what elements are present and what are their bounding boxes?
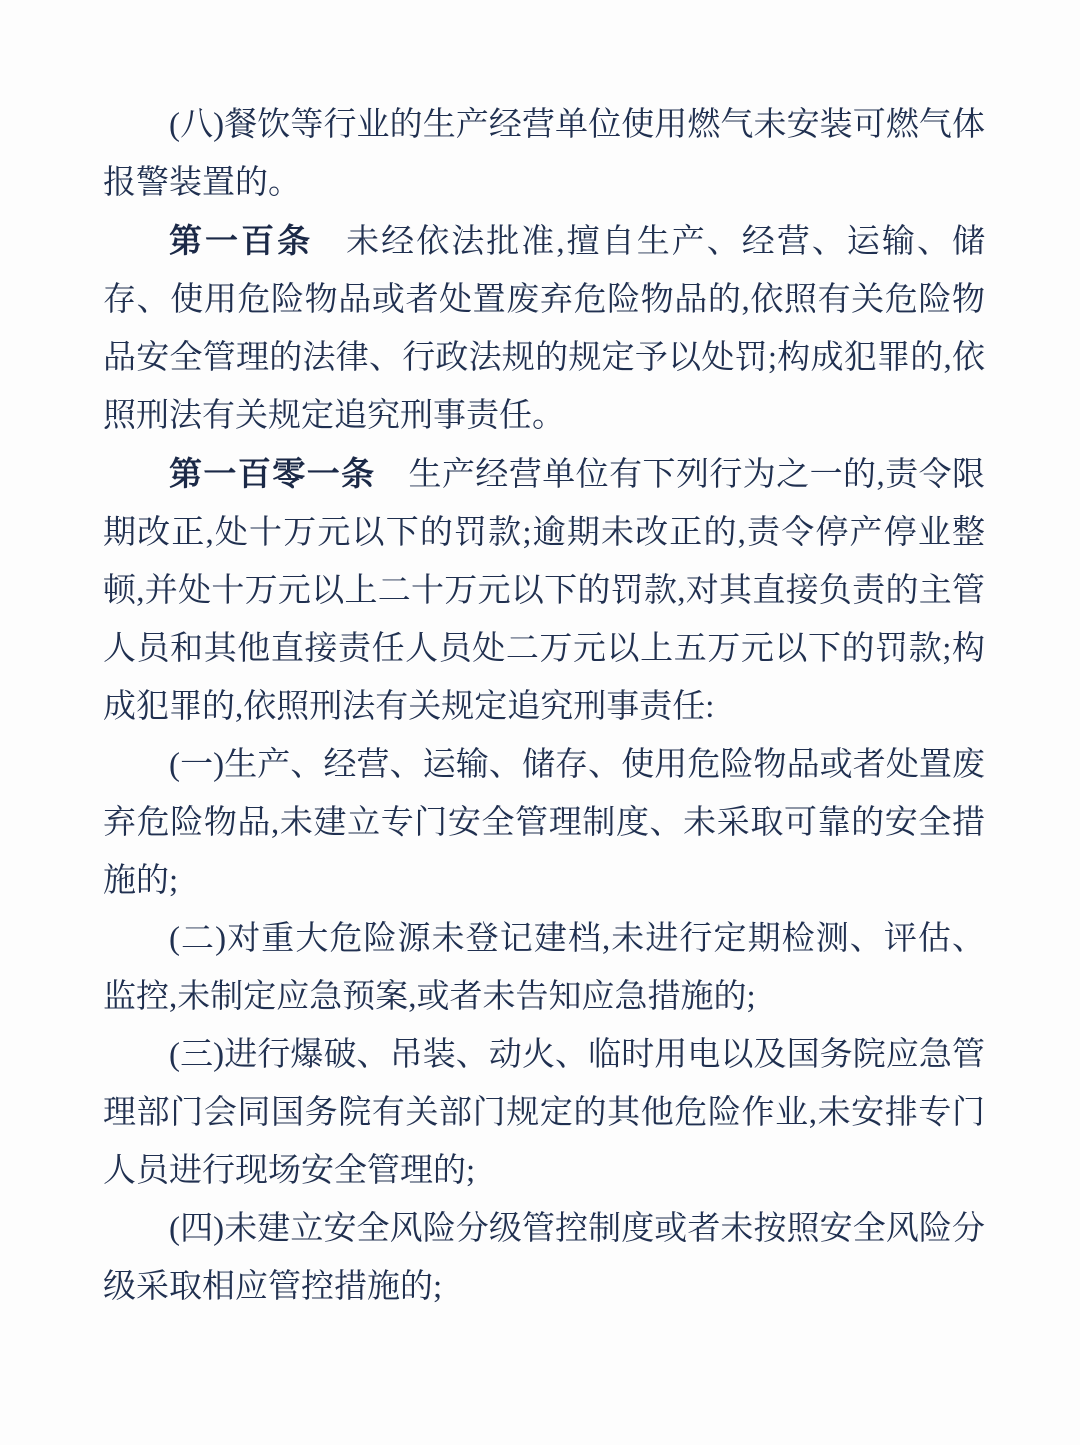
paragraph-text: 生产经营单位有下列行为之一的,责令限期改正,处十万元以下的罚款;逾期未改正的,责令停产停业整顿,并处十万元以上二十万元以下的罚款,对其直接负责的主管人员和其他直接责任人员处二万元以上五万元以下的罚款;构成犯罪的,依照刑法有关规定追究刑事责任: [103,457,986,725]
article-number: 第一百零一条 [169,454,376,493]
paragraph-article-100 [103,212,985,445]
paragraph-text: (八)餐饮等行业的生产经营单位使用燃气未安装可燃气体报警装置的。 [103,107,985,201]
paragraph-text: 未经依法批准,擅自生产、经营、运输、储存、使用危险物品或者处置废弃危险物品的,依照有关危险物品安全管理的法律、行政法规的规定予以处罚;构成犯罪的,依照刑法有关规定追究刑事责任。 [103,224,986,434]
paragraph-text: (二)对重大危险源未登记建档,未进行定期检测、评估、监控,未制定应急预案,或者未告知应急措施的; [103,921,985,1015]
paragraph-text: (一)生产、经营、运输、储存、使用危险物品或者处置废弃危险物品,未建立专门安全管理制度、未采取可靠的安全措施的; [103,747,985,899]
article-number: 第一百条 [169,221,314,260]
paragraph-clause-8 [103,96,985,212]
paragraph-text: (四)未建立安全风险分级管控制度或者未按照安全风险分级采取相应管控措施的; [103,1211,985,1305]
paragraph-item-2 [103,910,985,1026]
paragraph-item-3 [103,1026,985,1200]
paragraph-item-4 [103,1200,985,1316]
paragraph-text: (三)进行爆破、吊装、动火、临时用电以及国务院应急管理部门会同国务院有关部门规定的其他危险作业,未安排专门人员进行现场安全管理的; [103,1037,985,1189]
paragraph-article-101 [103,445,985,736]
paragraph-item-1 [103,736,985,910]
